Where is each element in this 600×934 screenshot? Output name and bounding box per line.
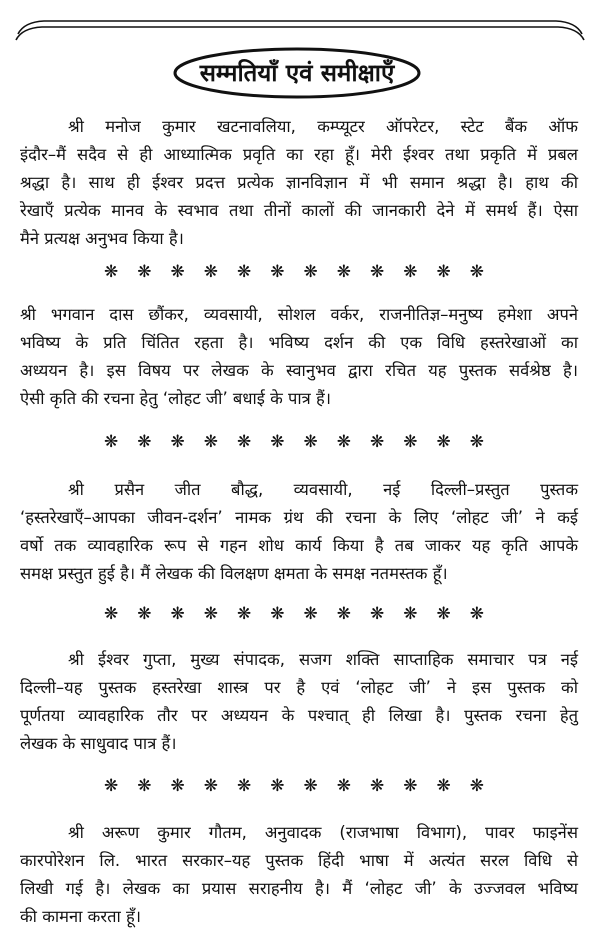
flower-asterisk-icon: ❋ [237, 776, 252, 796]
flower-asterisk-icon: ❋ [436, 604, 451, 624]
review-paragraph [20, 646, 578, 758]
flower-asterisk-icon: ❋ [203, 432, 218, 452]
star-separator [104, 776, 484, 796]
star-separator [104, 604, 484, 624]
flower-asterisk-icon: ❋ [436, 776, 451, 796]
paragraph-line: ‘हस्तरेखाएँ–आपका जीवन-दर्शन’ नामक ग्रंथ की रचना के लिए ‘लोहट जी’ ने कई [20, 508, 578, 527]
paragraph-line: की कामना करता हूँ। [20, 907, 142, 926]
review-paragraph [20, 301, 578, 413]
paragraph-line: मैने प्रत्यक्ष अनुभव किया है। [20, 229, 184, 248]
paragraph-line: समक्ष प्रस्तुत हुई है। मैं लेखक की विलक्षण क्षमता के समक्ष नतमस्तक हूँ। [20, 564, 448, 583]
flower-asterisk-icon: ❋ [436, 262, 451, 282]
flower-asterisk-icon: ❋ [469, 262, 484, 282]
flower-asterisk-icon: ❋ [237, 432, 252, 452]
review-paragraph [20, 113, 578, 253]
flower-asterisk-icon: ❋ [370, 776, 385, 796]
flower-asterisk-icon: ❋ [170, 262, 185, 282]
paragraph-line: लेखक के साधुवाद पात्र हैं। [20, 734, 177, 753]
star-separator [104, 262, 484, 282]
flower-asterisk-icon: ❋ [137, 604, 152, 624]
paragraph-line: श्री भगवान दास छौंकर, व्यवसायी, सोशल वर्कर, राजनीतिज्ञ–मनुष्य हमेशा अपने [20, 305, 578, 324]
flower-asterisk-icon: ❋ [436, 432, 451, 452]
flower-asterisk-icon: ❋ [336, 604, 351, 624]
flower-asterisk-icon: ❋ [370, 604, 385, 624]
paragraph-line: ऐसी कृति की रचना हेतु ‘लोहट जी’ बधाई के पात्र हैं। [20, 389, 332, 408]
flower-asterisk-icon: ❋ [403, 432, 418, 452]
flower-asterisk-icon: ❋ [137, 262, 152, 282]
flower-asterisk-icon: ❋ [237, 262, 252, 282]
paragraph-line: दिल्ली–यह पुस्तक हस्तरेखा शास्त्र पर है एवं ‘लोहट जी’ ने इस पुस्तक को [20, 678, 578, 697]
flower-asterisk-icon: ❋ [104, 604, 119, 624]
paragraph-line: श्रद्धा है। साथ ही ईश्वर प्रदत्त प्रत्येक ज्ञानविज्ञान में भी समान श्रद्धा है। हाथ की [20, 173, 578, 192]
flower-asterisk-icon: ❋ [469, 776, 484, 796]
flower-asterisk-icon: ❋ [403, 776, 418, 796]
flower-asterisk-icon: ❋ [303, 776, 318, 796]
paragraph-line: कारपोरेशन लि. भारत सरकार–यह पुस्तक हिंदी भाषा में अत्यंत सरल विधि से [20, 851, 578, 870]
flower-asterisk-icon: ❋ [137, 432, 152, 452]
flower-asterisk-icon: ❋ [104, 432, 119, 452]
paragraph-line: श्री ईश्वर गुप्ता, मुख्य संपादक, सजग शक्ति साप्ताहिक समाचार पत्र नई [68, 650, 578, 669]
flower-asterisk-icon: ❋ [203, 604, 218, 624]
paragraph-line: रेखाएँ प्रत्येक मानव के स्वभाव तथा तीनों कालों की जानकारी देने में समर्थ हैं। ऐसा [20, 201, 578, 220]
paragraph-line: अध्ययन है। इस विषय पर लेखक के स्वानुभव द्वारा रचित यह पुस्तक सर्वश्रेष्ठ है। [20, 361, 578, 380]
flower-asterisk-icon: ❋ [270, 776, 285, 796]
flower-asterisk-icon: ❋ [170, 604, 185, 624]
flower-asterisk-icon: ❋ [336, 432, 351, 452]
flower-asterisk-icon: ❋ [203, 262, 218, 282]
flower-asterisk-icon: ❋ [104, 776, 119, 796]
flower-asterisk-icon: ❋ [170, 432, 185, 452]
paragraph-line: पूर्णतया व्यावहारिक तौर पर अध्ययन के पश्चात् ही लिखा है। पुस्तक रचना हेतु [20, 706, 578, 725]
flower-asterisk-icon: ❋ [270, 262, 285, 282]
flower-asterisk-icon: ❋ [370, 262, 385, 282]
paragraph-line: इंदौर–मैं सदैव से ही आध्यात्मिक प्रवृति का रहा हूँ। मेरी ईश्वर तथा प्रकृति में प्रबल [20, 145, 578, 164]
paragraph-line: श्री मनोज कुमार खटनावलिया, कम्प्यूटर ऑपरेटर, स्टेट बैंक ऑफ [68, 117, 578, 136]
flower-asterisk-icon: ❋ [403, 262, 418, 282]
review-paragraph [20, 819, 578, 931]
flower-asterisk-icon: ❋ [270, 432, 285, 452]
flower-asterisk-icon: ❋ [336, 776, 351, 796]
paragraph-line: वर्षो तक व्यावहारिक रूप से गहन शोध कार्य किया है तब जाकर यह कृति आपके [20, 536, 578, 555]
paragraph-line: श्री अरूण कुमार गौतम, अनुवादक (राजभाषा विभाग), पावर फाइनेंस [68, 823, 578, 842]
flower-asterisk-icon: ❋ [469, 604, 484, 624]
flower-asterisk-icon: ❋ [403, 604, 418, 624]
flower-asterisk-icon: ❋ [303, 262, 318, 282]
flower-asterisk-icon: ❋ [137, 776, 152, 796]
flower-asterisk-icon: ❋ [336, 262, 351, 282]
star-separator [104, 432, 484, 452]
flower-asterisk-icon: ❋ [469, 432, 484, 452]
flower-asterisk-icon: ❋ [104, 262, 119, 282]
flower-asterisk-icon: ❋ [303, 604, 318, 624]
review-paragraph [20, 476, 578, 588]
title-ellipse [172, 46, 422, 100]
paragraph-line: भविष्य के प्रति चिंतित रहता है। भविष्य दर्शन की एक विधि हस्तरेखाओं का [20, 333, 578, 352]
flower-asterisk-icon: ❋ [270, 604, 285, 624]
flower-asterisk-icon: ❋ [370, 432, 385, 452]
flower-asterisk-icon: ❋ [237, 604, 252, 624]
flower-asterisk-icon: ❋ [203, 776, 218, 796]
page-title: सम्मतियाँ एवं समीक्षाएँ [199, 59, 395, 87]
paragraph-line: श्री प्रसैन जीत बौद्ध, व्यवसायी, नई दिल्ली–प्रस्तुत पुस्तक [68, 480, 578, 499]
flower-asterisk-icon: ❋ [170, 776, 185, 796]
flower-asterisk-icon: ❋ [303, 432, 318, 452]
paragraph-line: लिखी गई है। लेखक का प्रयास सराहनीय है। मैं ‘लोहट जी’ के उज्जवल भविष्य [20, 879, 578, 898]
